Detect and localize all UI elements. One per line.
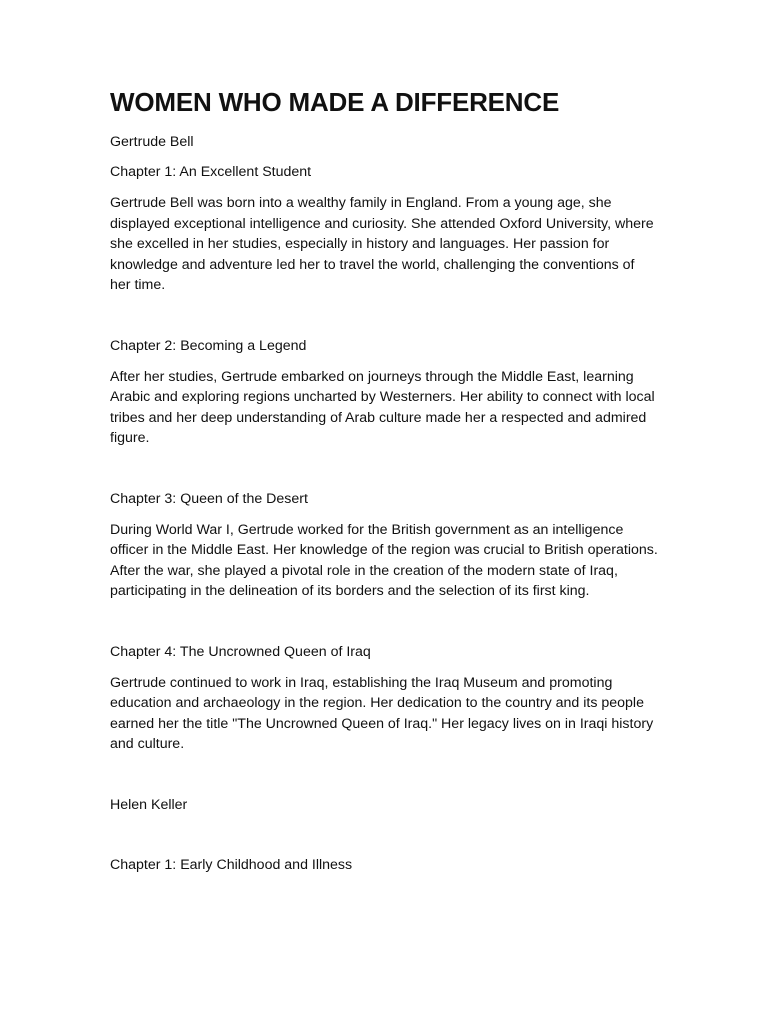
chapter-title: Chapter 1: An Excellent Student [110, 164, 312, 180]
chapter-body: Gertrude Bell was born into a wealthy family in England. From a young age, she displayed exceptional intelligence and curiosity. She attended Oxford University, where she excelled in her studies, especially in history and languages. Her passion for knowledge and adventure led her to travel the world, challenging the conventions of her time. [110, 195, 654, 293]
document-title: WOMEN WHO MADE A DIFFERENCE [110, 87, 560, 117]
person-section-gertrude-bell [110, 132, 658, 755]
chapter-body: After her studies, Gertrude embarked on journeys through the Middle East, learning Arabic and exploring regions uncharted by Westerners. Her ability to connect with local tribes and her deep understanding of Arab culture made her a respected and admired figure. [110, 368, 655, 446]
person-section-helen-keller [110, 795, 658, 876]
chapter-title: Chapter 4: The Uncrowned Queen of Iraq [110, 643, 371, 660]
chapter-body: During World War I, Gertrude worked for the British government as an intelligence officer in the Middle East. Her knowledge of the region was crucial to British operations. After the war, she played a pivotal role in the creation of the modern state of Iraq, participating in the delineation of its borders and the selection of its first king. [110, 521, 658, 599]
chapter-title: Chapter 3: Queen of the Desert [110, 490, 308, 507]
document-page [110, 86, 658, 876]
chapter-title: Chapter 1: Early Childhood and Illness [110, 857, 353, 873]
person-name: Helen Keller [110, 796, 188, 813]
chapter-title: Chapter 2: Becoming a Legend [110, 337, 307, 354]
person-name: Gertrude Bell [110, 134, 194, 150]
chapter-body: Gertrude continued to work in Iraq, establishing the Iraq Museum and promoting education and archaeology in the region. Her dedication to the country and its people earned her the title "The Uncrowned Queen of Iraq." Her legacy lives on in Iraqi history and culture. [110, 674, 654, 752]
